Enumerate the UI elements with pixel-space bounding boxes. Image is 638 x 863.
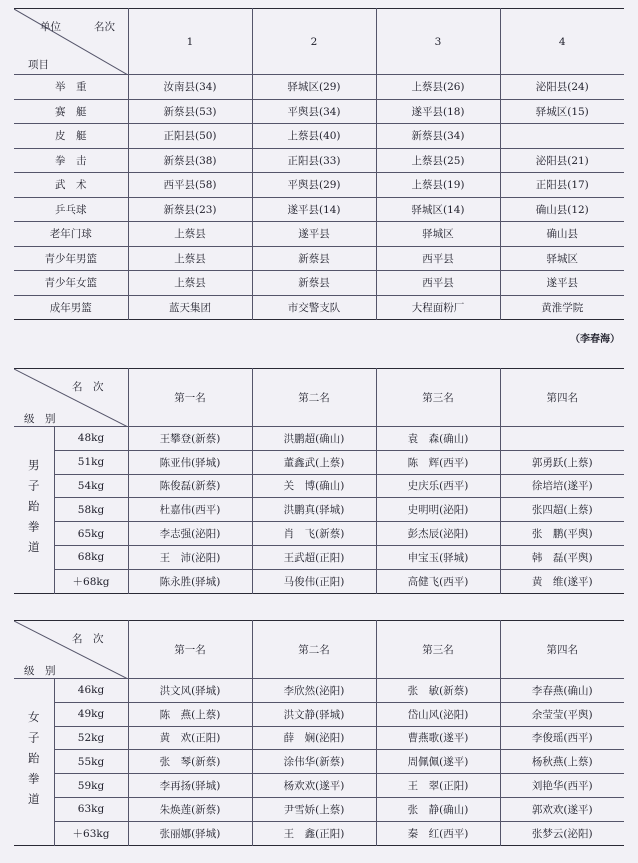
athlete-cell: 杨欢欢(遂平): [252, 774, 376, 798]
athlete-cell: 袁 森(确山): [376, 427, 500, 451]
event-label: 举 重: [14, 75, 128, 100]
athlete-cell: 秦 红(西平): [376, 821, 500, 845]
athlete-cell: 张丽娜(驿城): [128, 821, 252, 845]
athlete-cell: 关 博(确山): [252, 474, 376, 498]
athlete-cell: 曹燕歌(遂平): [376, 726, 500, 750]
athlete-cell: 史庆乐(西平): [376, 474, 500, 498]
level-label: 级 别: [24, 665, 56, 677]
athlete-cell: 史明明(泌阳): [376, 498, 500, 522]
athlete-cell: 张 敏(新蔡): [376, 679, 500, 703]
table-row: [14, 522, 624, 546]
athlete-cell: 徐培培(遂平): [500, 474, 624, 498]
result-cell: 遂平县(18): [376, 99, 500, 124]
result-cell: 遂平县: [500, 271, 624, 296]
table-row: [14, 173, 624, 198]
result-cell: 遂平县(14): [252, 197, 376, 222]
column-header: 第四名: [500, 369, 624, 427]
gender-event-label: 男子跆拳道: [14, 427, 54, 594]
event-label: 青少年女篮: [14, 271, 128, 296]
result-cell: 驿城区: [500, 246, 624, 271]
result-cell: 平舆县(29): [252, 173, 376, 198]
table-row: [14, 124, 624, 149]
athlete-cell: 杜嘉伟(西平): [128, 498, 252, 522]
men-taekwondo-table: [14, 368, 624, 594]
athlete-cell: 陈亚伟(驿城): [128, 450, 252, 474]
event-label: 赛 艇: [14, 99, 128, 124]
table-row: [14, 774, 624, 798]
athlete-cell: 张 琴(新蔡): [128, 750, 252, 774]
athlete-cell: 涂伟华(新蔡): [252, 750, 376, 774]
athlete-cell: 高健飞(西平): [376, 569, 500, 593]
weight-class: 59kg: [54, 774, 128, 798]
result-cell: 确山县: [500, 222, 624, 247]
result-cell: 驿城区(14): [376, 197, 500, 222]
rank-label: 名次: [94, 21, 115, 33]
weight-class: 51kg: [54, 450, 128, 474]
result-cell: 上蔡县(40): [252, 124, 376, 149]
athlete-cell: 张 静(确山): [376, 797, 500, 821]
column-header: 第一名: [128, 621, 252, 679]
table-header-row: [14, 369, 624, 427]
result-cell: [500, 124, 624, 149]
result-cell: 上蔡县(25): [376, 148, 500, 173]
result-cell: 西平县: [376, 271, 500, 296]
team-ranking-table: [14, 8, 624, 320]
athlete-cell: 黄 维(遂平): [500, 569, 624, 593]
weight-class: 55kg: [54, 750, 128, 774]
weight-class: 54kg: [54, 474, 128, 498]
result-cell: 蓝天集团: [128, 295, 252, 320]
result-cell: 上蔡县: [128, 271, 252, 296]
athlete-cell: 王 鑫(正阳): [252, 821, 376, 845]
athlete-cell: 王武超(正阳): [252, 545, 376, 569]
athlete-cell: 王攀登(新蔡): [128, 427, 252, 451]
result-cell: 正阳县(50): [128, 124, 252, 149]
column-header: 第四名: [500, 621, 624, 679]
weight-class: 46kg: [54, 679, 128, 703]
result-cell: 上蔡县: [128, 222, 252, 247]
athlete-cell: 陈 辉(西平): [376, 450, 500, 474]
diagonal-header-cell: [14, 369, 128, 427]
athlete-cell: 洪文风(驿城): [128, 679, 252, 703]
athlete-cell: 郭欢欢(遂平): [500, 797, 624, 821]
athlete-cell: 岱山风(泌阳): [376, 702, 500, 726]
weight-class: 63kg: [54, 797, 128, 821]
athlete-cell: 余莹莹(平舆): [500, 702, 624, 726]
column-header: 3: [376, 9, 500, 75]
table-row: [14, 246, 624, 271]
event-label: 乒乓球: [14, 197, 128, 222]
result-cell: 新蔡县(34): [376, 124, 500, 149]
result-cell: 上蔡县(26): [376, 75, 500, 100]
result-cell: 大程面粉厂: [376, 295, 500, 320]
result-cell: 确山县(12): [500, 197, 624, 222]
event-label: 皮 艇: [14, 124, 128, 149]
author-credit: （李春海）: [570, 334, 620, 345]
athlete-cell: 刘艳华(西平): [500, 774, 624, 798]
table-row: [14, 750, 624, 774]
athlete-cell: 朱焕莲(新蔡): [128, 797, 252, 821]
event-label: 武 术: [14, 173, 128, 198]
table-row: [14, 197, 624, 222]
result-cell: 黄淮学院: [500, 295, 624, 320]
athlete-cell: 李志强(泌阳): [128, 522, 252, 546]
athlete-cell: 陈俊磊(新蔡): [128, 474, 252, 498]
table-row: [14, 148, 624, 173]
result-cell: 正阳县(33): [252, 148, 376, 173]
diagonal-header-cell: [14, 9, 128, 75]
result-cell: 市交警支队: [252, 295, 376, 320]
result-cell: 汝南县(34): [128, 75, 252, 100]
result-cell: 上蔡县(19): [376, 173, 500, 198]
table-header-row: [14, 621, 624, 679]
table-row: [14, 569, 624, 593]
column-header: 4: [500, 9, 624, 75]
event-label: 青少年男篮: [14, 246, 128, 271]
athlete-cell: 马俊伟(正阳): [252, 569, 376, 593]
result-cell: 泌阳县(24): [500, 75, 624, 100]
athlete-cell: 王 翠(正阳): [376, 774, 500, 798]
column-header: 第二名: [252, 621, 376, 679]
athlete-cell: 申宝玉(驿城): [376, 545, 500, 569]
table-row: [14, 545, 624, 569]
column-header: 第三名: [376, 621, 500, 679]
level-label: 级 别: [24, 413, 56, 425]
column-header: 第二名: [252, 369, 376, 427]
table-row: [14, 821, 624, 845]
event-label: 成年男篮: [14, 295, 128, 320]
result-cell: 西平县(58): [128, 173, 252, 198]
athlete-cell: 陈 燕(上蔡): [128, 702, 252, 726]
table-row: [14, 474, 624, 498]
result-cell: 上蔡县: [128, 246, 252, 271]
women-taekwondo-table: [14, 620, 624, 846]
table-row: [14, 75, 624, 100]
athlete-cell: 黄 欢(正阳): [128, 726, 252, 750]
weight-class: 65kg: [54, 522, 128, 546]
athlete-cell: 周佩佩(遂平): [376, 750, 500, 774]
result-cell: 新蔡县(53): [128, 99, 252, 124]
athlete-cell: 郭勇跃(上蔡): [500, 450, 624, 474]
table-row: [14, 498, 624, 522]
athlete-cell: 洪鹏真(驿城): [252, 498, 376, 522]
table-row: [14, 450, 624, 474]
result-cell: 泌阳县(21): [500, 148, 624, 173]
result-cell: 新蔡县: [252, 271, 376, 296]
table-row: [14, 726, 624, 750]
gender-event-label: 女子跆拳道: [14, 679, 54, 846]
column-header: 第一名: [128, 369, 252, 427]
athlete-cell: 尹雪娇(上蔡): [252, 797, 376, 821]
athlete-cell: 洪鹏超(确山): [252, 427, 376, 451]
rank-label: 名 次: [72, 381, 104, 393]
result-cell: 新蔡县(23): [128, 197, 252, 222]
weight-class: 52kg: [54, 726, 128, 750]
table-row: [14, 427, 624, 451]
athlete-cell: 李春燕(确山): [500, 679, 624, 703]
athlete-cell: 肖 飞(新蔡): [252, 522, 376, 546]
athlete-cell: 韩 磊(平舆): [500, 545, 624, 569]
table-row: [14, 679, 624, 703]
athlete-cell: 薛 娴(泌阳): [252, 726, 376, 750]
weight-class: ＋68kg: [54, 569, 128, 593]
rank-label: 名 次: [72, 633, 104, 645]
result-cell: 驿城区: [376, 222, 500, 247]
table-row: [14, 222, 624, 247]
event-label: 拳 击: [14, 148, 128, 173]
diagonal-header-cell: [14, 621, 128, 679]
athlete-cell: 张梦云(泌阳): [500, 821, 624, 845]
athlete-cell: 杨秋燕(上蔡): [500, 750, 624, 774]
result-cell: 新蔡县(38): [128, 148, 252, 173]
weight-class: 68kg: [54, 545, 128, 569]
weight-class: 49kg: [54, 702, 128, 726]
item-label: 项目: [28, 59, 49, 71]
table-row: [14, 271, 624, 296]
event-label: 老年门球: [14, 222, 128, 247]
weight-class: 48kg: [54, 427, 128, 451]
table-row: [14, 99, 624, 124]
athlete-cell: [500, 427, 624, 451]
result-cell: 平舆县(34): [252, 99, 376, 124]
result-cell: 驿城区(29): [252, 75, 376, 100]
athlete-cell: 陈永胜(驿城): [128, 569, 252, 593]
unit-label: 单位: [40, 21, 61, 33]
result-cell: 正阳县(17): [500, 173, 624, 198]
athlete-cell: 李欣然(泌阳): [252, 679, 376, 703]
athlete-cell: 张 鹏(平舆): [500, 522, 624, 546]
result-cell: 驿城区(15): [500, 99, 624, 124]
athlete-cell: 洪文静(驿城): [252, 702, 376, 726]
column-header: 1: [128, 9, 252, 75]
weight-class: ＋63kg: [54, 821, 128, 845]
athlete-cell: 王 沛(泌阳): [128, 545, 252, 569]
table-header-row: [14, 9, 624, 75]
result-cell: 遂平县: [252, 222, 376, 247]
athlete-cell: 李再扬(驿城): [128, 774, 252, 798]
athlete-cell: 张四超(上蔡): [500, 498, 624, 522]
result-cell: 新蔡县: [252, 246, 376, 271]
weight-class: 58kg: [54, 498, 128, 522]
column-header: 第三名: [376, 369, 500, 427]
result-cell: 西平县: [376, 246, 500, 271]
table-row: [14, 797, 624, 821]
athlete-cell: 李俊瑶(西平): [500, 726, 624, 750]
column-header: 2: [252, 9, 376, 75]
table-row: [14, 702, 624, 726]
athlete-cell: 董鑫武(上蔡): [252, 450, 376, 474]
athlete-cell: 彭杰辰(泌阳): [376, 522, 500, 546]
table-row: [14, 295, 624, 320]
